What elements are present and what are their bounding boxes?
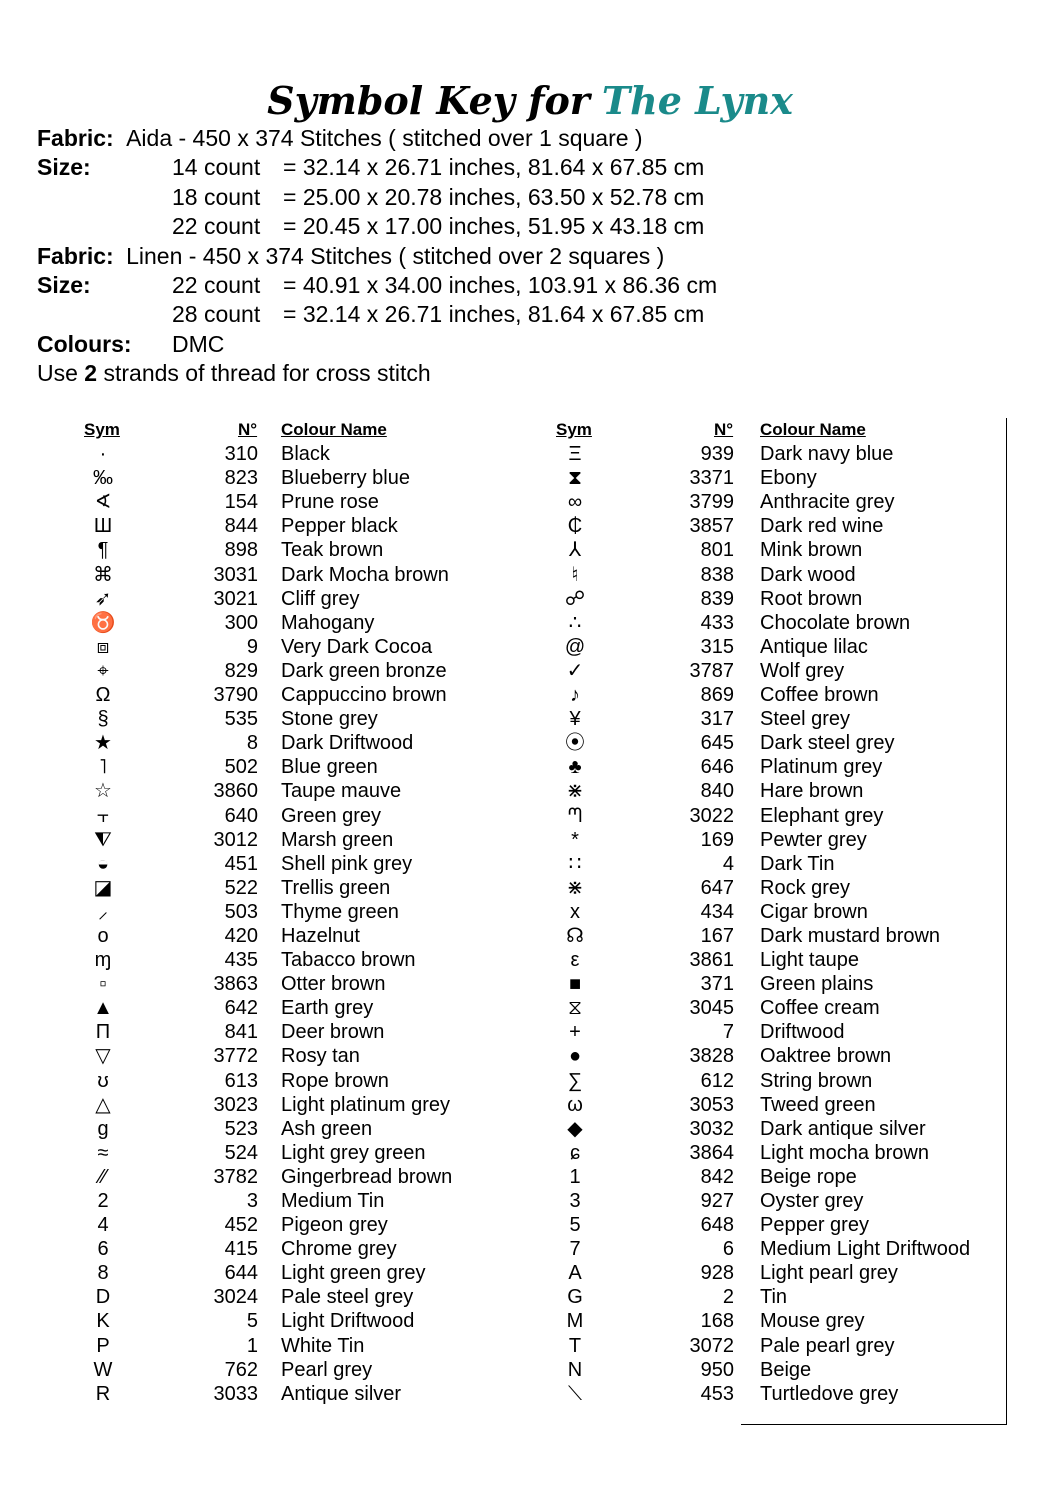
- symbol-glyph: ∑: [567, 1069, 583, 1092]
- dmc-number: 869: [700, 684, 734, 707]
- header-num: N°: [714, 420, 734, 439]
- colour-name: Light taupe: [760, 949, 859, 972]
- dmc-number: 168: [700, 1310, 734, 1333]
- dmc-number: 3: [246, 1190, 258, 1212]
- colour-name: Beige: [760, 1358, 812, 1381]
- symbol-glyph: M: [566, 1310, 584, 1333]
- colour-name: Blue green: [281, 756, 378, 779]
- symbol-glyph: ⁄⁄: [99, 1165, 107, 1188]
- symbol-glyph: Π: [95, 1021, 111, 1044]
- dmc-number: 3864: [689, 1141, 734, 1164]
- colour-name: Pale steel grey: [281, 1286, 414, 1309]
- dmc-number: 524: [224, 1141, 258, 1164]
- dmc-number: 3863: [213, 973, 258, 996]
- size-count: 14 count: [172, 154, 261, 181]
- symbol-glyph: P: [96, 1334, 110, 1357]
- colour-name: Marsh green: [281, 828, 394, 851]
- symbol-glyph: 2: [97, 1190, 109, 1212]
- dmc-number: 5: [246, 1310, 258, 1333]
- colour-name: Dark antique silver: [760, 1117, 926, 1140]
- dmc-number: 3021: [213, 587, 258, 610]
- colour-name: Stone grey: [281, 708, 378, 731]
- dmc-number: 646: [700, 756, 734, 779]
- aida-row: [37, 124, 664, 153]
- symbol-glyph: 6: [97, 1238, 109, 1261]
- colour-name: Tweed green: [760, 1093, 876, 1116]
- dmc-number: 648: [700, 1214, 734, 1237]
- aida-size-row-1: [37, 153, 705, 182]
- dmc-number: 3782: [213, 1165, 258, 1188]
- colour-name: Platinum grey: [760, 756, 883, 779]
- colour-name: Pigeon grey: [281, 1214, 388, 1237]
- colour-name: Light platinum grey: [281, 1093, 450, 1116]
- size-dims: = 40.91 x 34.00 inches, 103.91 x 86.36 cm: [283, 271, 718, 298]
- dmc-number: 503: [224, 900, 258, 923]
- symbol-glyph: D: [95, 1286, 111, 1309]
- dmc-number: 6: [722, 1238, 734, 1261]
- colour-name: Rope brown: [281, 1069, 389, 1092]
- colour-name: Chocolate brown: [760, 611, 911, 634]
- symbol-glyph: 3: [569, 1190, 581, 1212]
- symbol-glyph: ♣: [568, 756, 582, 779]
- colour-name: Dark navy blue: [760, 443, 894, 466]
- colour-name: Tabacco brown: [281, 949, 416, 972]
- table-border-right: [1006, 418, 1007, 1425]
- dmc-number: 310: [224, 443, 258, 466]
- dmc-number: 645: [700, 732, 734, 755]
- dmc-number: 315: [700, 635, 734, 658]
- dmc-number: 612: [700, 1069, 734, 1092]
- colour-name: Tin: [760, 1286, 788, 1309]
- symbol-glyph: △: [95, 1093, 111, 1116]
- symbol-glyph: ♉: [90, 611, 116, 634]
- dmc-number: 3790: [213, 684, 258, 707]
- symbol-glyph: ●: [568, 1045, 582, 1068]
- strands-post: strands of thread for cross stitch: [97, 360, 431, 387]
- dmc-number: 523: [224, 1117, 258, 1140]
- symbol-glyph: +: [569, 1021, 581, 1044]
- dmc-number: 420: [224, 924, 258, 947]
- dmc-number: 435: [224, 949, 258, 972]
- dmc-number: 3772: [213, 1045, 258, 1068]
- symbol-glyph: ⅄: [568, 539, 582, 562]
- colour-name: Dark mustard brown: [760, 924, 941, 947]
- colour-name: Thyme green: [281, 900, 399, 923]
- dmc-number: 3024: [213, 1286, 258, 1309]
- symbol-glyph: ⟍: [568, 1382, 582, 1405]
- symbol-glyph: 5: [569, 1214, 581, 1237]
- dmc-number: 644: [224, 1262, 258, 1285]
- colour-name: Hazelnut: [281, 924, 360, 947]
- dmc-number: 452: [224, 1214, 258, 1237]
- colour-name: Pale pearl grey: [760, 1334, 895, 1357]
- strands-num: 2: [84, 360, 98, 387]
- aida-size-row-3: [37, 212, 705, 241]
- colour-name: Anthracite grey: [760, 491, 895, 514]
- symbol-glyph: ¥: [569, 708, 581, 731]
- symbol-glyph: ‰: [93, 467, 113, 490]
- symbol-glyph: @: [564, 635, 586, 658]
- header-sym: Sym: [84, 420, 120, 439]
- colour-name: String brown: [760, 1069, 873, 1092]
- colour-name: Oyster grey: [760, 1190, 864, 1212]
- size-count: 18 count: [172, 183, 261, 210]
- symbol-glyph: ˥: [99, 756, 107, 779]
- dmc-number: 823: [224, 467, 258, 490]
- symbol-glyph: ∷: [568, 852, 582, 875]
- dmc-number: 300: [224, 611, 258, 634]
- dmc-number: 939: [700, 443, 734, 466]
- colour-name: Rock grey: [760, 876, 851, 899]
- colour-name: Dark green bronze: [281, 659, 447, 682]
- symbol-glyph: ⧖: [567, 997, 583, 1020]
- colour-name: Dark Tin: [760, 852, 835, 875]
- colour-name: Deer brown: [281, 1021, 385, 1044]
- dmc-number: 640: [224, 804, 258, 827]
- symbol-glyph: ·: [99, 443, 107, 466]
- symbol-glyph: *: [571, 828, 579, 851]
- symbol-glyph: ∢: [94, 491, 112, 514]
- symbol-glyph: ᘉ: [567, 804, 583, 827]
- table-border-bottom: [741, 1424, 1007, 1425]
- colour-name: Cappuccino brown: [281, 684, 447, 707]
- colour-name: Cliff grey: [281, 587, 360, 610]
- symbol-glyph: g: [97, 1117, 109, 1140]
- colour-name: Root brown: [760, 587, 863, 610]
- symbol-glyph: ◆: [567, 1117, 583, 1140]
- header-name: Colour Name: [281, 420, 387, 439]
- colour-name: Rosy tan: [281, 1045, 360, 1068]
- colour-name: Steel grey: [760, 708, 851, 731]
- symbol-glyph: G: [567, 1286, 583, 1309]
- symbol-glyph: 8: [97, 1262, 109, 1285]
- colour-name: Pepper black: [281, 515, 398, 538]
- colour-name: Wolf grey: [760, 659, 845, 682]
- colour-name: Ebony: [760, 467, 817, 490]
- symbol-glyph: ➶: [94, 587, 112, 610]
- dmc-number: 840: [700, 780, 734, 803]
- colour-name: Light pearl grey: [760, 1262, 898, 1285]
- dmc-number: 433: [700, 611, 734, 634]
- dmc-number: 434: [700, 900, 734, 923]
- colour-name: Pearl grey: [281, 1358, 373, 1381]
- fabric-info: [37, 124, 718, 389]
- dmc-number: 371: [700, 973, 734, 996]
- dmc-number: 3072: [689, 1334, 734, 1357]
- colour-name: Coffee brown: [760, 684, 879, 707]
- colour-name: Coffee cream: [760, 997, 880, 1020]
- colour-name: Teak brown: [281, 539, 384, 562]
- symbol-glyph: ⧈: [96, 635, 110, 658]
- colour-name: Pewter grey: [760, 828, 867, 851]
- symbol-glyph: 4: [97, 1214, 109, 1237]
- colour-name: White Tin: [281, 1334, 365, 1357]
- colour-name: Hare brown: [760, 780, 864, 803]
- symbol-glyph: ≈: [97, 1141, 109, 1164]
- aida-label: Fabric:: [37, 125, 114, 151]
- colour-name: Cigar brown: [760, 900, 868, 923]
- colour-name: Dark wood: [760, 563, 856, 586]
- colour-name: Pepper grey: [760, 1214, 869, 1237]
- dmc-number: 647: [700, 876, 734, 899]
- dmc-number: 502: [224, 756, 258, 779]
- symbol-glyph: x: [570, 900, 580, 923]
- symbol-glyph: ▫: [99, 973, 107, 996]
- dmc-number: 3787: [689, 659, 734, 682]
- page-title: [0, 76, 1060, 126]
- dmc-number: 613: [224, 1069, 258, 1092]
- colours-row: [37, 330, 664, 359]
- dmc-number: 4: [722, 852, 734, 875]
- symbol-glyph: ∴: [568, 611, 582, 634]
- symbol-glyph: ♮: [571, 563, 579, 586]
- colour-name: Oaktree brown: [760, 1045, 892, 1068]
- size-count: 22 count: [172, 213, 261, 240]
- colour-name: Antique lilac: [760, 635, 868, 658]
- dmc-number: 3012: [213, 828, 258, 851]
- header-sym: Sym: [556, 420, 592, 439]
- dmc-number: 839: [700, 587, 734, 610]
- linen-size-row-2: [37, 300, 705, 329]
- symbol-glyph: 1: [569, 1165, 581, 1188]
- dmc-number: 950: [700, 1358, 734, 1381]
- symbol-glyph: ɱ: [94, 949, 112, 972]
- dmc-number: 3828: [689, 1045, 734, 1068]
- symbol-glyph: W: [93, 1358, 113, 1381]
- colour-name: Medium Tin: [281, 1190, 385, 1212]
- dmc-number: 829: [224, 659, 258, 682]
- dmc-number: 841: [224, 1021, 258, 1044]
- size-count: 22 count: [172, 271, 261, 298]
- dmc-number: 844: [224, 515, 258, 538]
- size-count: 28 count: [172, 301, 261, 328]
- colour-name: Elephant grey: [760, 804, 884, 827]
- symbol-glyph: K: [96, 1310, 110, 1333]
- dmc-number: 1: [246, 1334, 258, 1357]
- size-dims: = 20.45 x 17.00 inches, 51.95 x 43.18 cm: [283, 213, 705, 240]
- dmc-number: 317: [700, 708, 734, 731]
- colour-name: Ash green: [281, 1117, 373, 1140]
- symbol-glyph: Ξ: [568, 443, 582, 466]
- dmc-number: 3022: [689, 804, 734, 827]
- symbol-glyph: ⫟: [96, 804, 110, 827]
- symbol-glyph: ⌘: [93, 563, 113, 586]
- symbol-glyph: ▲: [93, 997, 113, 1020]
- dmc-number: 3033: [213, 1382, 258, 1405]
- dmc-number: 898: [224, 539, 258, 562]
- dmc-number: 642: [224, 997, 258, 1020]
- aida-value: Aida - 450 x 374 Stitches ( stitched over 1 square ): [126, 125, 643, 151]
- colour-name: Earth grey: [281, 997, 374, 1020]
- symbol-glyph: ε: [570, 949, 580, 972]
- colour-name: Antique silver: [281, 1382, 402, 1405]
- colour-name: Dark Driftwood: [281, 732, 414, 755]
- symbol-glyph: ⸝: [98, 900, 108, 923]
- dmc-number: 169: [700, 828, 734, 851]
- symbol-glyph: Ш: [93, 515, 113, 538]
- symbol-glyph: ★: [94, 732, 112, 755]
- title-main: Symbol Key for: [267, 78, 590, 123]
- linen-size-row-1: [37, 271, 718, 300]
- symbol-glyph: A: [568, 1262, 582, 1285]
- symbol-glyph: §: [97, 708, 109, 731]
- linen-value: Linen - 450 x 374 Stitches ( stitched over 2 squares ): [126, 242, 665, 269]
- symbol-glyph: 7: [569, 1238, 581, 1261]
- size-dims: = 25.00 x 20.78 inches, 63.50 x 52.78 cm: [283, 183, 705, 210]
- colour-name: Driftwood: [760, 1021, 845, 1044]
- colour-name: Blueberry blue: [281, 467, 410, 490]
- colour-name: Light Driftwood: [281, 1310, 415, 1333]
- symbol-glyph: ¶: [97, 539, 109, 562]
- colour-name: Taupe mauve: [281, 780, 402, 803]
- colour-name: Black: [281, 443, 330, 466]
- symbol-glyph: ⧗: [567, 467, 583, 490]
- size-dims: = 32.14 x 26.71 inches, 81.64 x 67.85 cm: [283, 154, 705, 181]
- dmc-number: 154: [224, 491, 258, 514]
- dmc-number: 3045: [689, 997, 734, 1020]
- colour-name: Light grey green: [281, 1141, 426, 1164]
- symbol-glyph: ◪: [93, 876, 113, 899]
- colour-name: Mink brown: [760, 539, 863, 562]
- dmc-number: 801: [700, 539, 734, 562]
- size-dims: = 32.14 x 26.71 inches, 81.64 x 67.85 cm: [283, 301, 705, 328]
- colour-name: Dark steel grey: [760, 732, 895, 755]
- colour-name: Shell pink grey: [281, 852, 413, 875]
- strands-pre: Use: [37, 360, 85, 387]
- dmc-number: 167: [700, 924, 734, 947]
- symbol-glyph: R: [95, 1382, 111, 1405]
- symbol-glyph: ₵: [567, 515, 583, 538]
- dmc-number: 3857: [689, 515, 734, 538]
- symbol-glyph: Ω: [95, 684, 111, 707]
- symbol-glyph: ⦿: [565, 732, 585, 755]
- linen-label: Fabric:: [37, 242, 114, 269]
- dmc-number: 838: [700, 563, 734, 586]
- colour-name: Otter brown: [281, 973, 386, 996]
- colour-name: Dark red wine: [760, 515, 884, 538]
- colour-name: Dark Mocha brown: [281, 563, 449, 586]
- colour-name: Beige rope: [760, 1165, 857, 1188]
- colour-name: Mouse grey: [760, 1310, 865, 1333]
- symbol-glyph: ☊: [566, 924, 584, 947]
- colour-name: Chrome grey: [281, 1238, 397, 1261]
- symbol-glyph: o: [97, 924, 109, 947]
- symbol-glyph: ⌖: [97, 659, 109, 682]
- header-name: Colour Name: [760, 420, 866, 439]
- linen-row: [37, 242, 664, 271]
- symbol-glyph: ✓: [566, 659, 584, 682]
- symbol-glyph: T: [568, 1334, 582, 1357]
- dmc-number: 3861: [689, 949, 734, 972]
- dmc-number: 522: [224, 876, 258, 899]
- dmc-number: 9: [246, 635, 258, 658]
- symbol-glyph: ∞: [567, 491, 583, 514]
- symbol-glyph: ʊ: [97, 1069, 109, 1092]
- colours-value: DMC: [172, 330, 225, 357]
- size-label: Size:: [37, 154, 91, 181]
- colour-name: Trellis green: [281, 876, 391, 899]
- dmc-number: 2: [722, 1286, 734, 1309]
- aida-size-row-2: [37, 183, 705, 212]
- dmc-number: 3031: [213, 563, 258, 586]
- colour-name: Medium Light Driftwood: [760, 1238, 971, 1261]
- header-num: N°: [238, 420, 258, 439]
- symbol-glyph: ■: [568, 973, 582, 996]
- dmc-number: 453: [700, 1382, 734, 1405]
- dmc-number: 3371: [689, 467, 734, 490]
- colour-name: Gingerbread brown: [281, 1165, 453, 1188]
- symbol-glyph: ▽: [95, 1045, 111, 1068]
- colours-label: Colours:: [37, 330, 132, 357]
- dmc-number: 8: [246, 732, 258, 755]
- strands-row: [37, 359, 664, 388]
- size-label: Size:: [37, 271, 91, 298]
- symbol-glyph: ɕ: [570, 1141, 580, 1164]
- dmc-number: 3053: [689, 1093, 734, 1116]
- dmc-number: 451: [224, 852, 258, 875]
- dmc-number: 535: [224, 708, 258, 731]
- symbol-glyph: N: [567, 1358, 583, 1381]
- dmc-number: 3799: [689, 491, 734, 514]
- symbol-glyph: ⋇: [566, 780, 584, 803]
- colour-name: Very Dark Cocoa: [281, 635, 433, 658]
- dmc-number: 927: [700, 1190, 734, 1212]
- dmc-number: 762: [224, 1358, 258, 1381]
- symbol-glyph: ☍: [564, 587, 586, 610]
- colour-name: Green plains: [760, 973, 874, 996]
- colour-name: Prune rose: [281, 491, 379, 514]
- dmc-number: 415: [224, 1238, 258, 1261]
- dmc-number: 3023: [213, 1093, 258, 1116]
- colour-name: Mahogany: [281, 611, 375, 634]
- colour-name: Turtledove grey: [760, 1382, 899, 1405]
- colour-name: Light green grey: [281, 1262, 426, 1285]
- dmc-number: 842: [700, 1165, 734, 1188]
- symbol-glyph: ⧨: [94, 828, 112, 851]
- colour-name: Light mocha brown: [760, 1141, 929, 1164]
- symbol-glyph: ◒: [96, 852, 110, 875]
- dmc-number: 3860: [213, 780, 258, 803]
- symbol-glyph: ω: [567, 1093, 583, 1116]
- dmc-number: 7: [722, 1021, 734, 1044]
- colour-name: Green grey: [281, 804, 382, 827]
- dmc-number: 3032: [689, 1117, 734, 1140]
- dmc-number: 928: [700, 1262, 734, 1285]
- symbol-glyph: ⋇: [566, 876, 584, 899]
- symbol-glyph: ♪: [570, 684, 580, 707]
- symbol-glyph: ☆: [94, 780, 112, 803]
- title-accent: The Lynx: [601, 78, 793, 123]
